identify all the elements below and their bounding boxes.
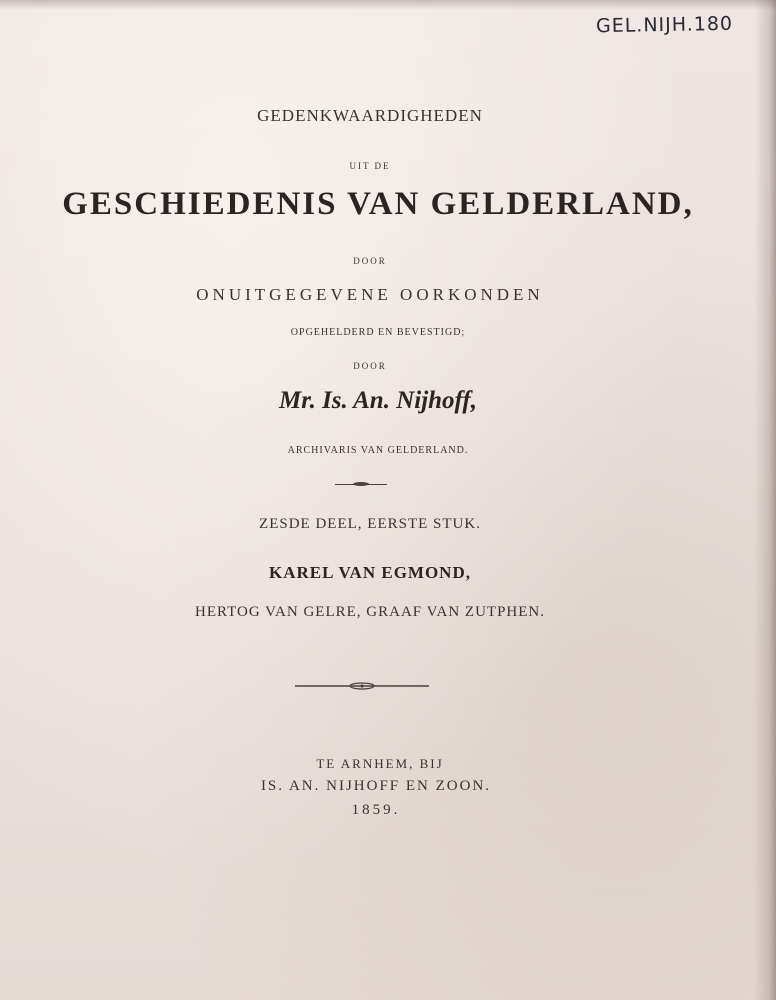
author-name: Mr. Is. An. Nijhoff, <box>279 387 477 414</box>
ornamental-rule-short <box>335 484 387 485</box>
imprint-place: TE ARNHEM, BIJ <box>316 756 444 771</box>
title-line-7: DOOR <box>353 361 387 371</box>
publisher-name: IS. AN. NIJHOFF EN ZOON. <box>260 778 492 794</box>
main-title: GESCHIEDENIS VAN GELDERLAND, <box>62 186 694 222</box>
title-line-2: UIT DE <box>349 161 391 171</box>
title-line-6: OPGEHELDERD EN BEVESTIGD; <box>290 327 466 338</box>
volume-line: ZESDE DEEL, EERSTE STUK. <box>259 516 481 532</box>
author-title: ARCHIVARIS VAN GELDERLAND. <box>287 445 469 456</box>
title-line-4: DOOR <box>353 256 387 266</box>
subject-title: HERTOG VAN GELRE, GRAAF VAN ZUTPHEN. <box>195 604 545 620</box>
page-top-shadow <box>0 0 776 10</box>
publication-year: 1859. <box>351 802 401 818</box>
subject-name: KAREL VAN EGMOND, <box>269 563 471 582</box>
ornamental-rule-long <box>295 679 429 693</box>
handwritten-shelfmark: GEL.NIJH.180 <box>595 12 734 38</box>
title-line-5: ONUITGEGEVENE OORKONDEN <box>196 285 544 304</box>
page-edge-shadow <box>754 0 776 1000</box>
title-line-1: GEDENKWAARDIGHEDEN <box>257 106 483 125</box>
